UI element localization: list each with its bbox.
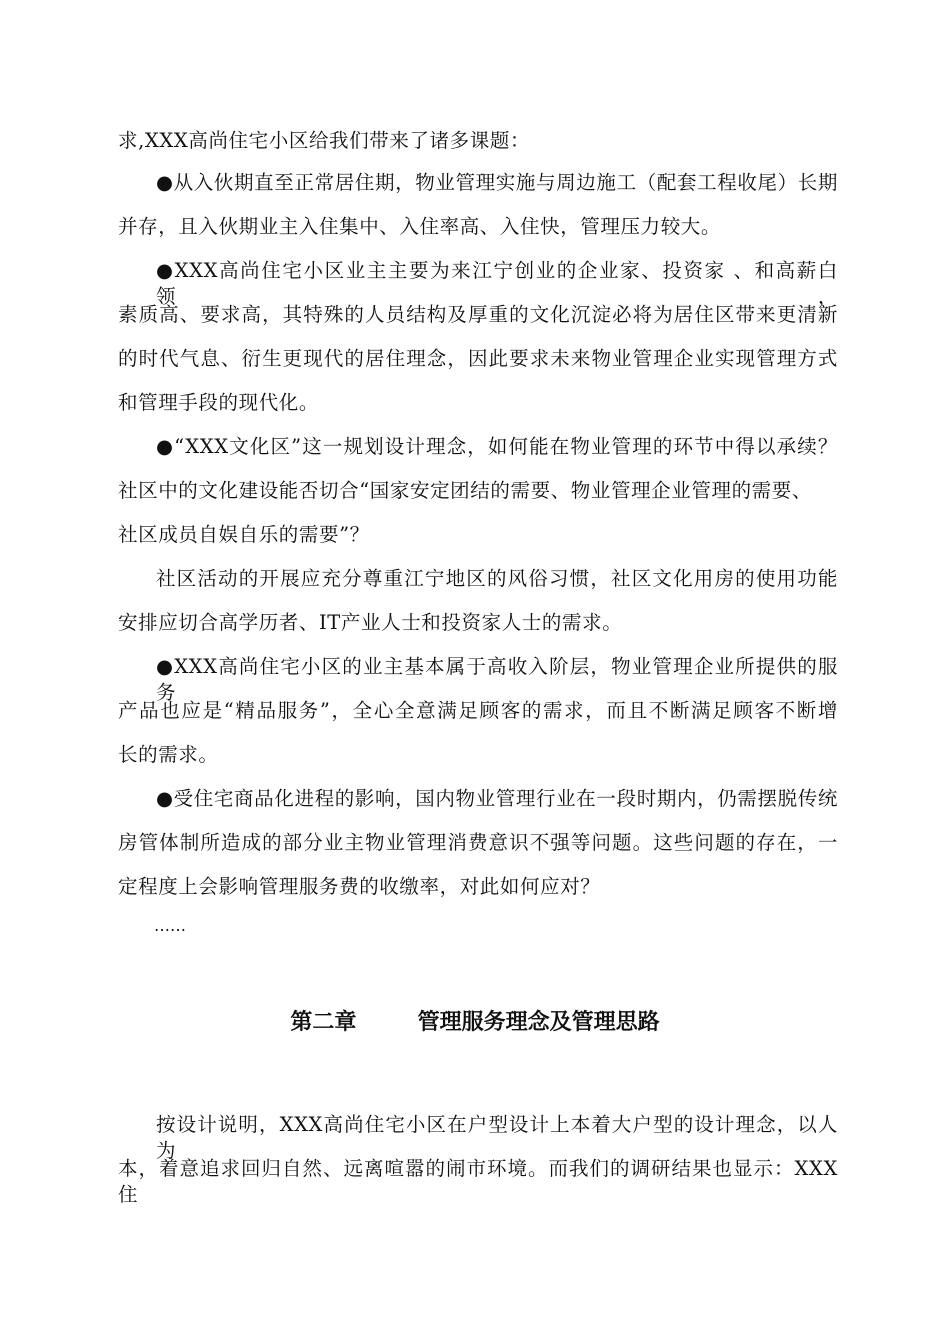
bullet-paragraph-line: ●XXX高尚住宅小区业主主要为来江宁创业的企业家、投资家 、和高薪白领，	[156, 259, 838, 308]
paragraph-line: 并存，且入伙期业主入住集中、入住率高、入住快，管理压力较大。	[118, 215, 722, 238]
paragraph-line: 和管理手段的现代化。	[118, 391, 320, 414]
paragraph-line: 定程度上会影响管理服务费的收缴率，对此如何应对？	[118, 875, 601, 898]
paragraph-line: 社区中的文化建设能否切合“国家安定团结的需要、物业管理企业管理的需要、	[118, 479, 812, 502]
chapter-heading	[0, 1008, 950, 1038]
chapter-title: 管理服务理念及管理思路	[417, 1010, 660, 1035]
paragraph-line: 社区活动的开展应充分尊重江宁地区的风俗习惯，社区文化用房的使用功能	[156, 567, 838, 590]
bullet-paragraph-line: ●从入伙期直至正常居住期，物业管理实施与周边施工（配套工程收尾）长期	[156, 171, 838, 194]
ellipsis: ……	[154, 916, 186, 935]
paragraph-line: 安排应切合高学历者、IT产业人士和投资家人士的需求。	[118, 611, 623, 634]
bullet-paragraph-line: ●“XXX文化区”这一规划设计理念，如何能在物业管理的环节中得以承续？	[156, 435, 838, 458]
paragraph-line: 按设计说明，XXX高尚住宅小区在户型设计上本着大户型的设计理念，以人为	[156, 1113, 838, 1162]
chapter-number: 第二章	[290, 1010, 357, 1035]
paragraph-line: 的时代气息、衍生更现代的居住理念，因此要求未来物业管理企业实现管理方式	[118, 347, 838, 370]
paragraph-line: 本，着意追求回归自然、远离喧嚣的闹市环境。而我们的调研结果也显示：XXX住	[118, 1157, 838, 1206]
paragraph-line: 求,XXX高尚住宅小区给我们带来了诸多课题：	[118, 129, 531, 152]
bullet-paragraph-line: ●受住宅商品化进程的影响，国内物业管理行业在一段时期内，仍需摆脱传统	[156, 787, 838, 810]
paragraph-line: 产品也应是“精品服务”，全心全意满足顾客的需求，而且不断满足顾客不断增	[118, 699, 838, 722]
paragraph-line: 素质高、要求高，其特殊的人员结构及厚重的文化沉淀必将为居住区带来更清新	[118, 303, 838, 326]
paragraph-line: 长的需求。	[118, 743, 219, 766]
paragraph-line: 房管体制所造成的部分业主物业管理消费意识不强等问题。这些问题的存在，一	[118, 831, 838, 854]
paragraph-line: 社区成员自娱自乐的需要”？	[118, 523, 370, 546]
bullet-paragraph-line: ●XXX高尚住宅小区的业主基本属于高收入阶层，物业管理企业所提供的服务	[156, 655, 838, 704]
